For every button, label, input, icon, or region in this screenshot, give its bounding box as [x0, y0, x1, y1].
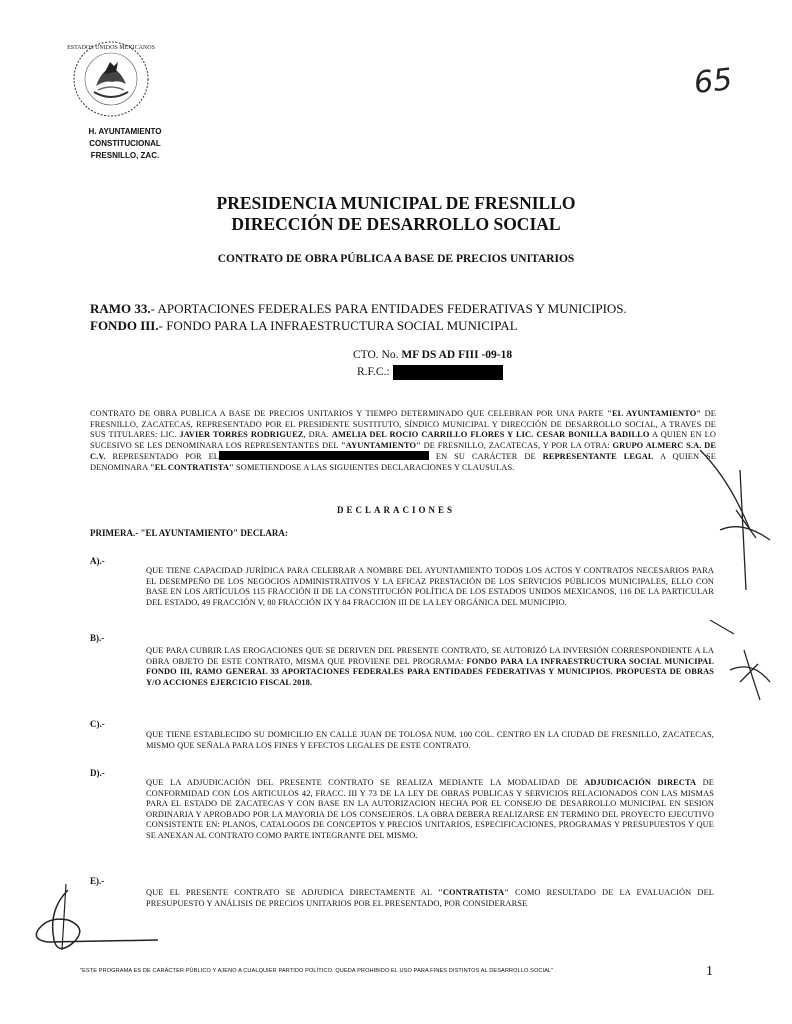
section-d-plain: QUE LA ADJUDICACIÓN DEL PRESENTE CONTRATO SE REALIZA MEDIANTE LA MODALIDAD DE: [146, 778, 585, 787]
signatory-name: AMELIA DEL ROCIO CARRILLO FLORES Y LIC. CESAR BONILLA BADILLO: [331, 430, 650, 439]
intro-text: A QUIEN EN LO SUCESIVO SE LES DENOMINARA LOS REPRESENTANTES DEL: [90, 430, 717, 450]
section-e-plain: COMO RESULTADO DE LA EVALUACIÓN DEL PRESUPUESTO Y ANÁLISIS DE PRECIOS UNITARIOS POR EL PRESENTADO, POR CONSIDERARSE: [146, 888, 715, 908]
caption-line: CONSTITUCIONAL: [89, 139, 161, 148]
handwritten-page-number: 65: [692, 62, 734, 101]
page-title-line2: DIRECCIÓN DE DESARROLLO SOCIAL: [231, 214, 561, 234]
section-c-label: C).-: [90, 719, 105, 729]
intro-text: CONTRATO DE OBRA PUBLICA A BASE DE PRECIOS UNITARIOS Y TIEMPO DETERMINADO QUE CELEBRAN POR UNA PARTE: [90, 409, 608, 418]
intro-text: REPRESENTADO POR EL: [105, 452, 220, 461]
bottom-signature: [28, 880, 168, 970]
intro-text: A QUIEN SE DENOMINARA: [90, 452, 717, 472]
contract-id-block: [353, 347, 512, 381]
section-e-bold: "CONTRATISTA": [438, 888, 509, 897]
intro-text: DE FRESNILLO, ZACATECAS, Y POR LA OTRA:: [420, 440, 613, 450]
contract-intro-paragraph: [90, 409, 716, 473]
section-a-text: QUE TIENE CAPACIDAD JURÍDICA PARA CELEBRAR A NOMBRE DEL AYUNTAMIENTO TODOS LOS ACTOS Y CONTRATOS NECESARIOS PARA EL DESEMPEÑO DE LOS NEGOCIOS ADMINISTRATIVOS Y LA EFICAZ PRESTACIÓN DE LOS SERVICIOS PÚBLICOS MUNICIPALES, ELLO CON BASE EN LOS ARTÍCULOS 115 FRACCIÓN II DE LA CONSTITUCIÓN POLÍTICA DE LOS ESTADOS UNIDOS MEXICANOS, 116 DE LA PARTICULAR DEL ESTADO, 49 FRACCIÓN V, 80 FRACCIÓN IX Y 84 FRACCION III DE LA LEY ORGÁNICA DEL MUNICIPIO.: [146, 566, 714, 607]
section-d-plain: DE CONFORMIDAD CON LOS ARTICULOS 42, FRACC. III Y 73 DE LA LEY DE OBRAS PUBLICAS Y SERVICIOS RELACIONADOS CON LAS MISMAS PARA EL ESTADO DE ZACATECAS Y CON BASE EN LA AUTORIZACION HECHA POR EL CONSEJO DE DESARROLLO MUNICIPAL EN SESION ORDINARIA Y APROBADO POR LA MAYORIA DE LOS CONSEJEROS. LA OBRA DEBERA REALIZARSE EN TERMINO DEL PROYECTO EJECUTIVO CONSISTENTE EN: PLANOS, CATALOGOS DE CONCEPTOS Y PRECIOS UNITARIOS, ESPECIFICACIONES, PROGRAMAS Y PRESUPUESTOS Y QUE SE ANEXAN AL CONTRATO COMO PARTE INTEGRANTE DEL MISMO.: [146, 778, 714, 840]
seal-text: ESTADOS UNIDOS MEXICANOS: [67, 45, 155, 51]
representative-redaction: [219, 451, 429, 460]
funding-program: [90, 300, 750, 334]
section-b-label: B).-: [90, 633, 105, 643]
footer-notice: "ESTE PROGRAMA ES DE CARÁCTER PÚBLICO Y AJENO A CUALQUIER PARTIDO POLÍTICO. QUEDA PROHIBIDO EL USO PARA FINES DISTINTOS AL DESARROLLO SOCIAL": [80, 968, 554, 974]
section-c-text: QUE TIENE ESTABLECIDO SU DOMICILIO EN CALLE JUAN DE TOLOSA NUM. 100 COL. CENTRO EN LA CIUDAD DE FRESNILLO, ZACATECAS, MISMO QUE SEÑALA PARA LOS FINES Y EFECTOS LEGALES DE ESTE CONTRATO.: [146, 730, 714, 750]
contract-type-heading: CONTRATO DE OBRA PÚBLICA A BASE DE PRECIOS UNITARIOS: [217, 253, 575, 265]
intro-party: "EL CONTRATISTA": [149, 462, 234, 472]
section-e-text: [146, 888, 714, 909]
section-d-bold: ADJUDICACIÓN DIRECTA: [584, 778, 697, 787]
cto-number: MF DS AD FIII -09-18: [401, 349, 513, 361]
section-a-label: A).-: [90, 556, 105, 566]
declarations-heading: DECLARACIONES: [336, 505, 455, 515]
section-b-bold: FONDO PARA LA INFRAESTRUCTURA SOCIAL MUNICIPAL FONDO III, RAMO GENERAL 33 APORTACIONES FEDERALES PARA ENTIDADES FEDERATIVAS Y MUNICIPIOS. PROPUESTA DE OBRAS Y/O ACCIONES EJERCICIO FISCAL 2018.: [146, 656, 715, 687]
caption-line: H. AYUNTAMIENTO: [88, 127, 162, 136]
intro-party: "EL AYUNTAMIENTO": [607, 409, 702, 418]
section-d-text: [146, 778, 714, 841]
ramo-label: RAMO 33.: [90, 301, 151, 316]
intro-text: EN SU CARÁCTER DE: [429, 452, 543, 461]
caption-line: FRESNILLO, ZAC.: [90, 151, 160, 160]
page-number: 1: [706, 964, 713, 979]
rfc-redaction: [393, 365, 503, 380]
fondo-text: - FONDO PARA LA INFRAESTRUCTURA SOCIAL MUNICIPAL: [158, 318, 518, 333]
seal-caption: [80, 126, 170, 162]
page-title-line1: PRESIDENCIA MUNICIPAL DE FRESNILLO: [216, 193, 576, 213]
section-b-plain: QUE PARA CUBRIR LAS EROGACIONES QUE SE DERIVEN DEL PRESENTE CONTRATO, SE AUTORIZÓ LA INVERSIÓN CORRESPONDIENTE A LA OBRA OBJETO DE ESTE CONTRATO, MISMA QUE PROVIENE DEL PROGRAMA:: [146, 646, 714, 666]
fondo-label: FONDO III.: [90, 318, 159, 333]
intro-party: "AYUNTAMIENTO": [340, 440, 421, 450]
section-e-label: E).-: [90, 876, 105, 886]
section-b-text: [146, 646, 714, 688]
section-e-plain: QUE EL PRESENTE CONTRATO SE ADJUDICA DIRECTAMENTE AL: [146, 888, 439, 897]
company-name: GRUPO ALMERC S.A. DE C.V.: [90, 440, 717, 461]
signatory-name: JAVIER TORRES RODRIGUEZ: [179, 430, 304, 439]
margin-signature-marks: [690, 420, 790, 720]
intro-text: DE FRESNILLO, ZACATECAS, REPRESENTADO POR EL PRESIDENTE SUSTITUTO, SÍNDICO MUNICIPAL Y DIRECCIÓN DE DESARROLLO SOCIAL, A TRAVES DE SUS TITULARES: LIC.: [90, 409, 716, 439]
representative-role: REPRESENTANTE LEGAL: [542, 452, 654, 461]
intro-text: , DRA.: [303, 430, 332, 439]
ramo-text: - APORTACIONES FEDERALES PARA ENTIDADES FEDERATIVAS Y MUNICIPIOS.: [150, 301, 627, 316]
first-declaration-heading: PRIMERA.- "EL AYUNTAMIENTO" DECLARA:: [90, 528, 288, 538]
cto-label: CTO. No.: [353, 349, 399, 361]
rfc-label: R.F.C.:: [357, 366, 390, 378]
mexican-coat-of-arms-seal: [67, 40, 155, 118]
intro-text: SOMETIENDOSE A LAS SIGUIENTES DECLARACIONES Y CLAUSULAS.: [233, 462, 515, 472]
section-d-label: D).-: [90, 768, 105, 778]
